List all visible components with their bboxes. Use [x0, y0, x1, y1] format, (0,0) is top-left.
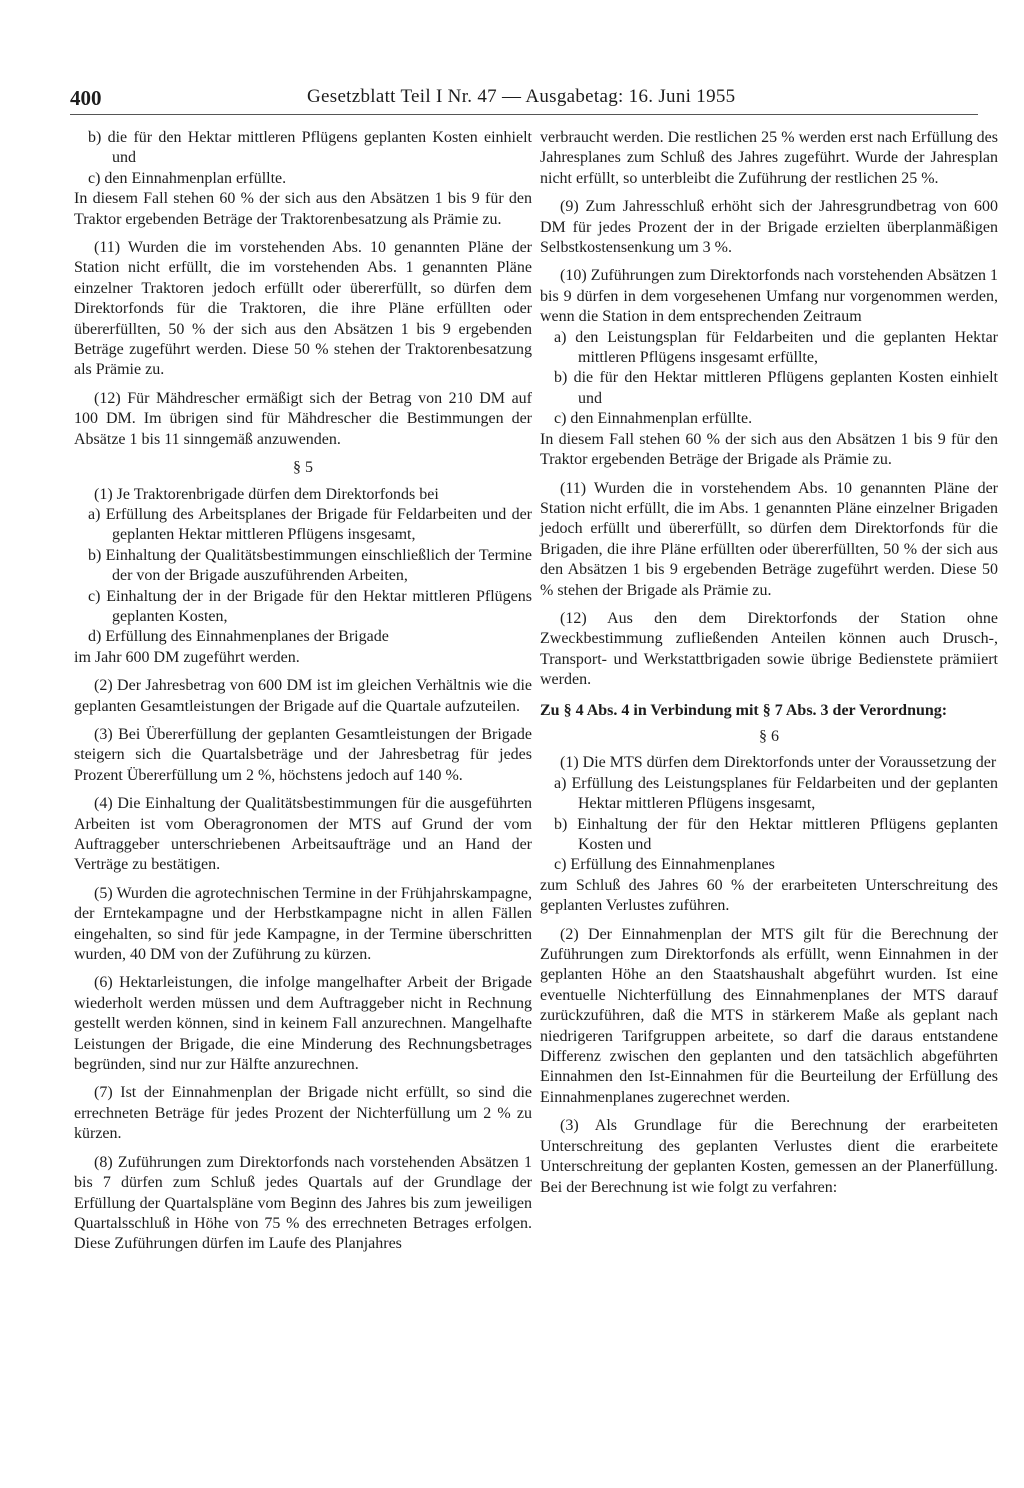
list-item: c) Erfüllung des Einnahmenplanes — [554, 856, 775, 874]
list-item: a) den Leistungsplan für Feldarbeiten und die geplanten Hektar mittleren Pflügens insgesamt erfüllte, — [554, 328, 998, 367]
paragraph: (12) Aus den dem Direktorfonds der Station ohne Zweckbestimmung zufließenden Anteilen können auch Drusch-, Transport- und Werkstattbrigaden sowie übrige Bedienstete prämiiert werden. — [540, 609, 998, 689]
list-item: c) den Einnahmenplan erfüllte. — [88, 169, 287, 187]
paragraph: In diesem Fall stehen 60 % der sich aus den Absätzen 1 bis 9 für den Traktor ergebenden Beträge der Traktorenbesatzung als Prämie zu. — [74, 190, 532, 228]
section-heading: § 6 — [759, 727, 779, 745]
paragraph: (7) Ist der Einnahmenplan der Brigade nicht erfüllt, so sind die errechneten Beträge für jedes Prozent der Nichterfüllung um 2 % zu kürzen. — [74, 1084, 532, 1143]
list-item: c) den Einnahmenplan erfüllte. — [554, 410, 753, 428]
paragraph: (11) Wurden die im vorstehenden Abs. 10 genannten Pläne der Station nicht erfüllt, die im vorstehenden Abs. 1 genannten Pläne einzelner Traktoren jedoch erfüllt oder übererfüllt, so dürfen dem Direktorfonds für die Traktoren, die ihre Pläne erfüllten oder übererfüllten, 50 % der sich aus den Absätzen 1 bis 9 ergebenden Beträge zugeführt werden. Diese 50 % stehen der Traktorenbesatzung als Prämie zu. — [74, 239, 532, 379]
paragraph: (12) Für Mähdrescher ermäßigt sich der Betrag von 210 DM auf 100 DM. Im übrigen sind für Mähdrescher die Bestimmungen der Absätze 1 bis 11 sinngemäß anzuwenden. — [74, 389, 532, 448]
page-header — [70, 86, 984, 112]
right-column — [540, 128, 998, 1206]
left-column — [74, 128, 532, 1255]
paragraph: (11) Wurden die in vorstehendem Abs. 10 genannten Pläne der Station nicht erfüllt, die im Abs. 1 genannten Pläne einzelner Brigaden jedoch erfüllt und übererfüllt, so dürfen dem Direktorfonds für die Brigaden, die ihre Pläne erfüllten oder übererfüllten, 50 % der sich aus den Absätzen 1 bis 9 ergebenden Beträge zugeführt werden. Diese 50 % stehen der Brigade als Prämie zu. — [540, 479, 998, 599]
subheading: Zu § 4 Abs. 4 in Verbindung mit § 7 Abs. 3 der Verordnung: — [540, 701, 948, 719]
paragraph: (2) Der Einnahmenplan der MTS gilt für die Berechnung der Zuführungen zum Direktorfonds als erfüllt, wenn Einnahmen in der geplanten Höhe an den Staatshaushalt abgeführt wurden. Ist eine eventuelle Nichterfüllung des Einnahmenplanes der MTS darauf zurückzuführen, daß die MTS in stärkerem Maße als geplant nach niedrigeren Tarifgruppen arbeitete, so darf die daraus entstandene Differenz zwischen den geplanten und den tatsächlich abgeführten Einnahmen den Ist-Einnahmen für die Beurteilung der Erfüllung des Einnahmenplanes zugerechnet werden. — [540, 925, 998, 1106]
paragraph: (6) Hektarleistungen, die infolge mangelhafter Arbeit der Brigade wiederholt werden müssen und dem Auftraggeber nicht in Rechnung gestellt werden können, sind in keinem Fall anzurechnen. Mangelhafte Leistungen der Brigade, die eine Minderung des Rechnungsbetrages begründen, sind nur zur Hälfte anzurechnen. — [74, 974, 532, 1074]
page-number: 400 — [70, 86, 102, 110]
paragraph: (3) Als Grundlage für die Berechnung der erarbeiteten Unterschreitung des geplanten Verlustes dient die erarbeitete Unterschreitung der geplanten Kosten, gemessen an der Planerfüllung. Bei der Berechnung ist wie folgt zu verfahren: — [540, 1117, 998, 1196]
paragraph: (1) Je Traktorenbrigade dürfen dem Direktorfonds bei — [94, 485, 439, 503]
paragraph: im Jahr 600 DM zugeführt werden. — [74, 648, 300, 666]
section-heading: § 5 — [293, 459, 313, 477]
list-item: d) Erfüllung des Einnahmenplanes der Brigade — [88, 628, 389, 646]
paragraph: (4) Die Einhaltung der Qualitätsbestimmungen für die ausgeführten Arbeiten ist vom Oberagronomen der MTS auf Grund der vom Auftraggeber unterschriebenen Arbeitsaufträge und an Hand der Verträge zu bestätigen. — [74, 795, 532, 874]
list-item: a) Erfüllung des Arbeitsplanes der Brigade für Feldarbeiten und der geplanten Hektar mittleren Pflügens insgesamt, — [88, 505, 532, 544]
paragraph: (5) Wurden die agrotechnischen Termine in der Frühjahrskampagne, der Erntekampagne und der Herbstkampagne nicht in allen Fällen eingehalten, so sind für jede Kampagne, in der Termine überschritten wurden, 40 DM von der Zuführung zu kürzen. — [74, 884, 532, 964]
paragraph: zum Schluß des Jahres 60 % der erarbeiteten Unterschreitung des geplanten Verlustes zuführen. — [540, 876, 998, 915]
list-item: b) die für den Hektar mittleren Pflügens geplanten Kosten einhielt und — [88, 129, 532, 167]
paragraph: In diesem Fall stehen 60 % der sich aus den Absätzen 1 bis 9 für den Traktor ergebenden Beträge der Brigade als Prämie zu. — [540, 430, 998, 469]
list-item: b) Einhaltung der für den Hektar mittleren Pflügens geplanten Kosten und — [554, 815, 998, 853]
paragraph: verbraucht werden. Die restlichen 25 % werden erst nach Erfüllung des Jahresplanes zum Schluß des Jahres zugeführt. Wurde der Jahresplan nicht erfüllt, so unterbleibt die Zuführung der restlichen 25 %. — [540, 129, 998, 187]
list-item: c) Einhaltung der in der Brigade für den Hektar mittleren Pflügens geplanten Kosten, — [88, 587, 532, 625]
list-item: a) Erfüllung des Leistungsplanes für Feldarbeiten und der geplanten Hektar mittleren Pflügens insgesamt, — [554, 774, 998, 813]
paragraph: (10) Zuführungen zum Direktorfonds nach vorstehenden Absätzen 1 bis 9 dürfen in dem vorgesehenen Umfang nur vorgenommen werden, wenn die Station in dem entsprechenden Zeitraum — [540, 267, 998, 326]
list-item: b) Einhaltung der Qualitätsbestimmungen einschließlich der Termine der von der Brigade auszuführenden Arbeiten, — [88, 546, 532, 585]
paragraph: (8) Zuführungen zum Direktorfonds nach vorstehenden Absätzen 1 bis 7 dürfen zum Schluß jedes Quartals auf der Grundlage der Erfüllung der Quartalspläne vom Beginn des Jahres bis zum jeweiligen Quartalsschluß in Höhe von 75 % des errechneten Betrages erfolgen. Diese Zuführungen dürfen im Laufe des Planjahres — [74, 1153, 532, 1253]
paragraph: (9) Zum Jahresschluß erhöht sich der Jahresgrundbetrag von 600 DM für jedes Prozent der in der Brigade erzielten überplanmäßigen Selbstkostensenkung um 3 %. — [540, 198, 998, 257]
paragraph: (2) Der Jahresbetrag von 600 DM ist im gleichen Verhältnis wie die geplanten Gesamtleistungen der Brigade auf die Quartale aufzuteilen. — [74, 677, 532, 715]
paragraph: (3) Bei Übererfüllung der geplanten Gesamtleistungen der Brigade steigern sich die Quartalsbeträge und der Jahresbetrag für jedes Prozent Übererfüllung um 2 %, höchstens jedoch auf 140 %. — [74, 725, 532, 784]
running-head: Gesetzblatt Teil I Nr. 47 — Ausgabetag: 16. Juni 1955 — [307, 86, 736, 107]
header-rule — [70, 114, 978, 115]
list-item: b) die für den Hektar mittleren Pflügens geplanten Kosten einhielt und — [554, 369, 998, 407]
paragraph: (1) Die MTS dürfen dem Direktorfonds unter der Voraussetzung der — [560, 754, 997, 772]
